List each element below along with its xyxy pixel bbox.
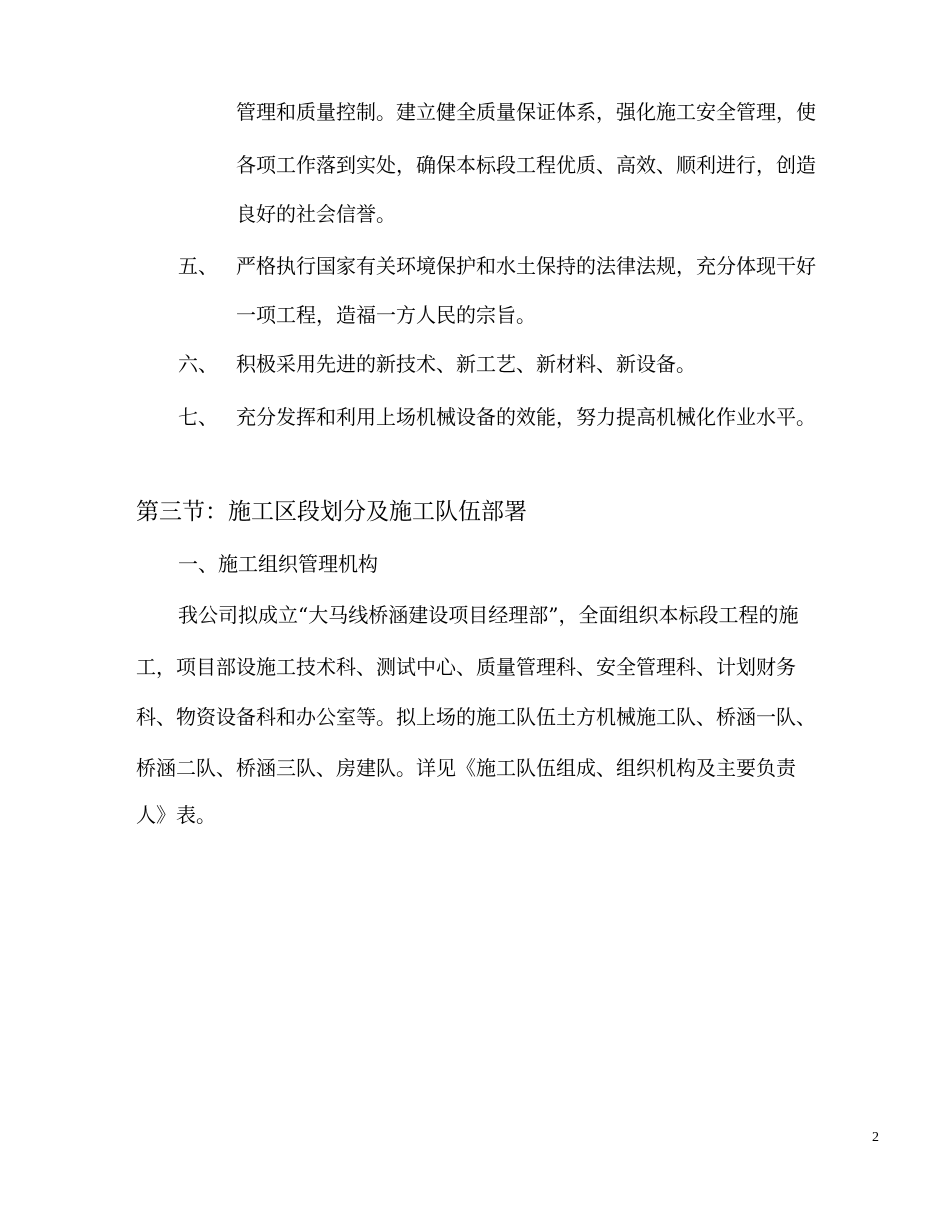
- continued-item-line-2: 各项工作落到实处，确保本标段工程优质、高效、顺利进行，创造: [236, 153, 816, 177]
- paragraph-line-3: 科、物资设备科和办公室等。拟上场的施工队伍土方机械施工队、桥涵一队、: [136, 705, 816, 729]
- list-item-number-6: 六、: [178, 352, 218, 376]
- list-item-7-line-1: 充分发挥和利用上场机械设备的效能，努力提高机械化作业水平。: [236, 405, 816, 429]
- continued-item-line-3: 良好的社会信誉。: [236, 202, 396, 226]
- list-item-number-7: 七、: [178, 405, 218, 429]
- section-heading: 第三节：施工区段划分及施工队伍部署: [136, 499, 527, 525]
- list-item-6-line-1: 积极采用先进的新技术、新工艺、新材料、新设备。: [236, 352, 696, 376]
- paragraph-line-4: 桥涵二队、桥涵三队、房建队。详见《施工队伍组成、组织机构及主要负责: [136, 756, 796, 780]
- list-item-5-line-1: 严格执行国家有关环境保护和水土保持的法律法规，充分体现干好: [236, 254, 816, 278]
- paragraph-line-5: 人》表。: [136, 803, 216, 827]
- list-item-number-5: 五、: [178, 254, 218, 278]
- section-subheading: 一、施工组织管理机构: [178, 552, 378, 576]
- paragraph-line-2: 工，项目部设施工技术科、测试中心、质量管理科、安全管理科、计划财务: [136, 655, 796, 679]
- page-number: 2: [872, 1130, 879, 1145]
- continued-item-line-1: 管理和质量控制。建立健全质量保证体系，强化施工安全管理，使: [236, 100, 816, 124]
- list-item-5-line-2: 一项工程，造福一方人民的宗旨。: [236, 303, 536, 327]
- paragraph-line-1: 我公司拟成立“大马线桥涵建设项目经理部”，全面组织本标段工程的施: [178, 603, 799, 627]
